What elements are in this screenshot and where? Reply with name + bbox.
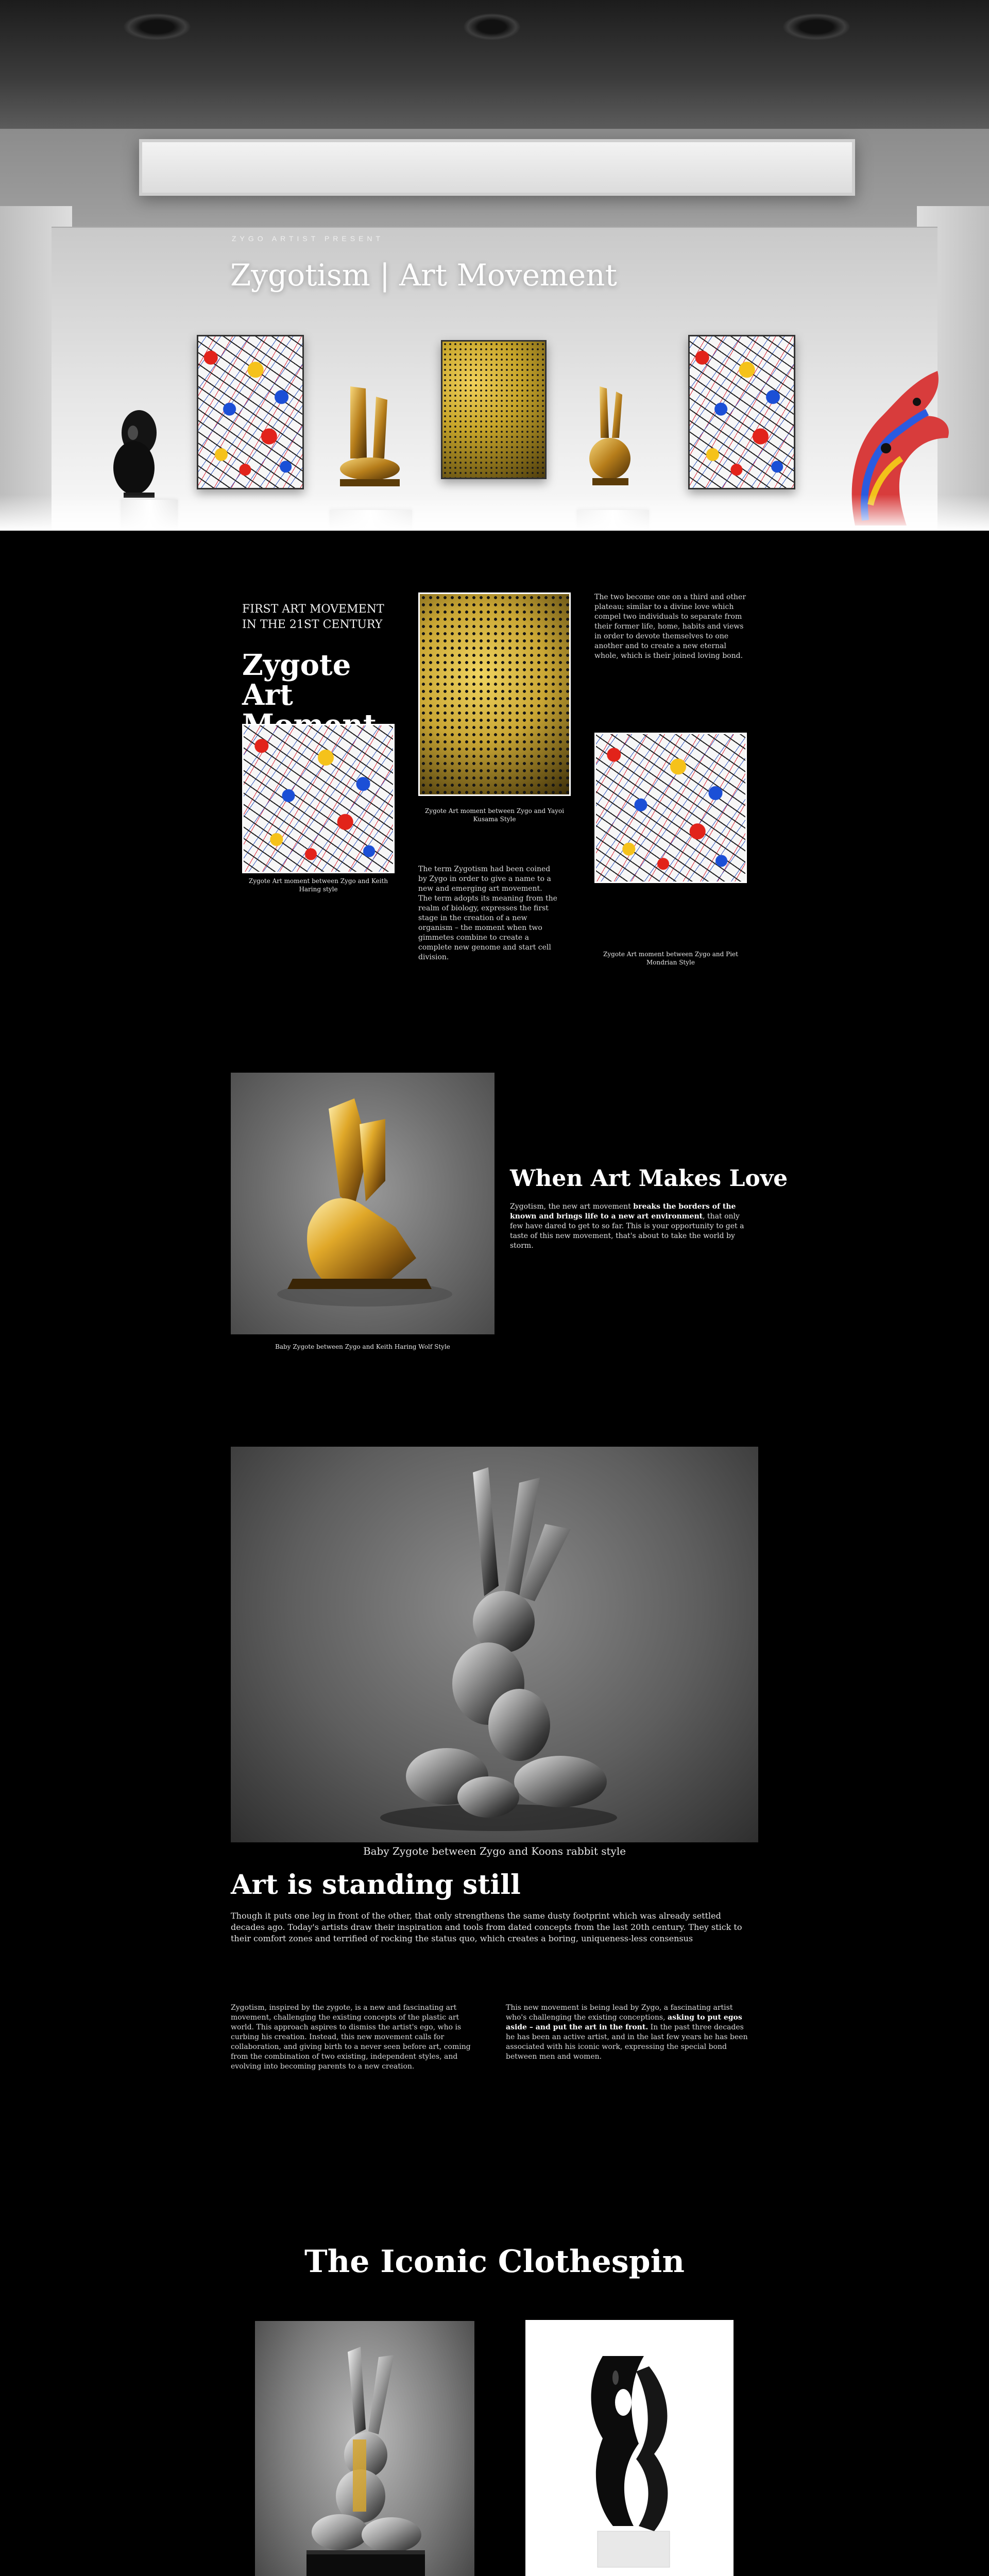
standing-title: Art is standing still: [231, 1869, 521, 1901]
artwork-caption-right: Zygote Art moment between Zygo and Piet Mondrian Style: [603, 951, 738, 966]
love-title: When Art Makes Love: [510, 1165, 788, 1192]
gold-wolf-sculpture: [231, 1073, 494, 1334]
col-right-part: In the past three decades he has been an active artist, and in the last few years he has been associated with his iconic work, expressing the special bond between men and women.: [506, 2023, 748, 2061]
ceiling-light: [124, 13, 191, 40]
hero-title: Zygotism | Art Movement: [230, 258, 617, 293]
clothespin-title: The Iconic Clothespin: [304, 2244, 685, 2280]
intro-kicker: FIRST ART MOVEMENT IN THE 21ST CENTURY: [242, 603, 384, 631]
rabbit-sculpture-photo: [231, 1447, 758, 1842]
hero-banner: [0, 0, 989, 531]
standing-col-right: [506, 2003, 753, 2062]
artwork-caption-center: Zygote Art moment between Zygo and Yayoi Kusama Style: [424, 807, 565, 823]
intro-text-right: The two become one on a third and other plateau; similar to a divine love which compel two individuals to separate from their former life, home, habits and views in order to devote themselves to one another and to create a new eternal whole, which is their joined loving bond.: [594, 593, 746, 660]
intro-title: Zygote Art: [242, 648, 351, 712]
artwork-kusama-style: [418, 592, 571, 796]
black-sculpture: [103, 402, 175, 510]
wolf-photo-caption: Baby Zygote between Zygo and Keith Haring Wolf Style: [275, 1343, 450, 1350]
wolf-sculpture-photo: [231, 1073, 494, 1334]
painting-haring-style: [197, 335, 304, 489]
col-right-bold: asking to put egos aside – and put the art in the front.: [506, 2013, 742, 2031]
love-text: [510, 1202, 752, 1251]
gold-clothespin-sculpture: [330, 381, 407, 495]
artwork-caption-left: Zygote Art moment between Zygo and Keith Haring style: [248, 877, 388, 893]
intro-text-center: The term Zygotism had been coined by Zygo in order to give a name to a new and emerging art movement. The term adopts its meaning from the realm of biology, expresses the first stage in the creation of a new organism – the moment when two gimmetes combine to create a complete new genome and start cell division.: [418, 865, 557, 961]
artwork-haring-style: [242, 724, 395, 873]
black-clothespin-sculpture: [525, 2320, 734, 2576]
rabbit-clothespin-sculpture: [255, 2321, 474, 2576]
hero-eyebrow: ZYGO ARTIST PRESENT: [232, 234, 384, 243]
skylight: [139, 139, 855, 196]
love-text-part: Zygotism, the new art movement: [510, 1202, 634, 1211]
silver-rabbit-sculpture: [231, 1447, 758, 1842]
love-text-bold: breaks the borders of the known and brings life to a new art environment: [510, 1202, 736, 1221]
painting-mondrian-style: [688, 335, 795, 489]
standing-col-left: Zygotism, inspired by the zygote, is a new and fascinating art movement, challenging the existing concepts of the plastic art world. This approach aspires to dismiss the artist's ego, who is curbing his creation. Instead, this new movement calls for collaboration, and giving birth to a never seen before art, coming from the combination of two existing, independent styles, and evolving into becoming parents to a new creation.: [231, 2004, 471, 2071]
love-text-part: , that only few have dared to get to so far. This is your opportunity to get a taste of this new movement, that's about to take the world by storm.: [510, 1212, 744, 1250]
ceiling-light: [464, 13, 520, 40]
floor-shade: [0, 495, 989, 531]
standing-text: Though it puts one leg in front of the other, that only strengthens the same dusty footprint which was already settled decades ago. Today's artists draw their inspiration and tools from dated concepts from the last 20th century. They stick to their comfort zones and terrified of rocking the status quo, which creates a boring, uniqueness-less consensus: [231, 1911, 742, 1943]
bottero-clothespin-photo: [525, 2320, 734, 2576]
simple-object-photo: [255, 2321, 474, 2576]
col-right-part: This new movement is being lead by Zygo, a fascinating artist who's challenging the existing conceptions,: [506, 2004, 733, 2022]
artwork-mondrian-style: [594, 733, 747, 883]
painting-kusama-style: [441, 340, 547, 479]
rabbit-photo-caption: Baby Zygote between Zygo and Koons rabbit style: [363, 1845, 626, 1857]
gold-rabbit-sculpture: [582, 381, 639, 495]
ceiling-light: [783, 13, 850, 40]
